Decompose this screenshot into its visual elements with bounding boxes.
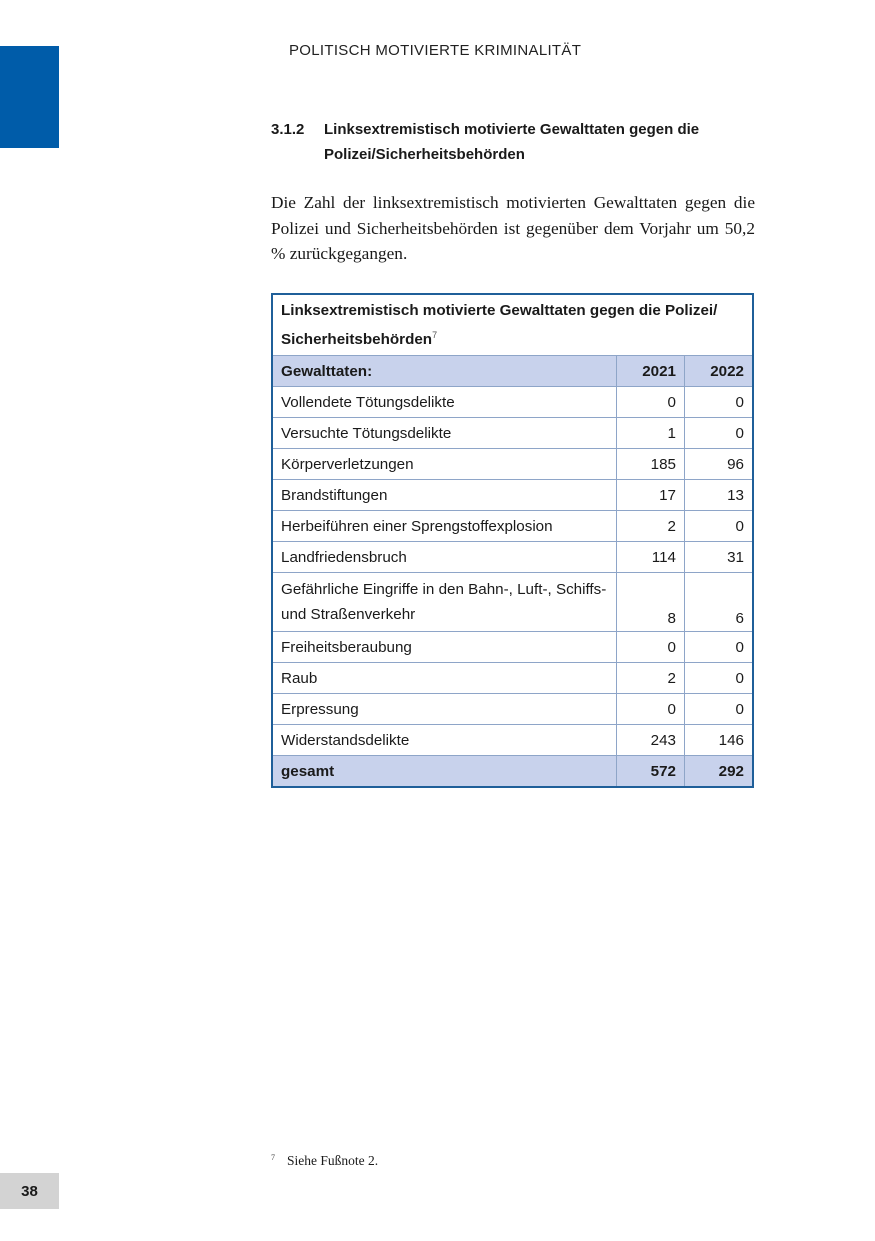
value-2022: 31 <box>685 542 754 573</box>
value-2021: 0 <box>617 632 685 663</box>
value-2021: 8 <box>617 573 685 632</box>
table-row <box>272 663 753 694</box>
value-2022: 0 <box>685 632 754 663</box>
value-2022: 0 <box>685 511 754 542</box>
value-2021: 17 <box>617 480 685 511</box>
total-2022: 292 <box>685 756 754 788</box>
value-2022: 0 <box>685 387 754 418</box>
row-label: Raub <box>272 663 617 694</box>
column-header-category: Gewalttaten: <box>272 356 617 387</box>
table-row <box>272 511 753 542</box>
row-label: Gefährliche Eingriffe in den Bahn-, Luft-, Schiffs- und Straßenverkehr <box>272 573 617 632</box>
statistics-table <box>271 293 754 788</box>
row-label: Brandstiftungen <box>272 480 617 511</box>
footnote-mark: 7 <box>271 1153 275 1162</box>
value-2022: 146 <box>685 725 754 756</box>
value-2022: 0 <box>685 418 754 449</box>
table-row <box>272 694 753 725</box>
total-label: gesamt <box>272 756 617 788</box>
row-label: Landfriedensbruch <box>272 542 617 573</box>
running-head: POLITISCH MOTIVIERTE KRIMINALITÄT <box>289 42 582 59</box>
total-2021: 572 <box>617 756 685 788</box>
value-2022: 0 <box>685 694 754 725</box>
table-header-row <box>272 356 753 387</box>
row-label: Vollendete Tötungsdelikte <box>272 387 617 418</box>
table-caption: Linksextremistisch motivierte Gewalttaten gegen die Polizei/ Sicherheitsbehörden$^7$ <box>272 294 753 356</box>
table-row <box>272 573 753 632</box>
value-2022: 96 <box>685 449 754 480</box>
value-2021: 0 <box>617 387 685 418</box>
value-2021: 2 <box>617 511 685 542</box>
value-2021: 243 <box>617 725 685 756</box>
table-row <box>272 418 753 449</box>
page-number: 38 <box>0 1173 59 1209</box>
value-2022: 13 <box>685 480 754 511</box>
footnote <box>271 1153 378 1169</box>
table-row <box>272 725 753 756</box>
table-row <box>272 449 753 480</box>
row-label: Freiheitsberaubung <box>272 632 617 663</box>
table-row <box>272 542 753 573</box>
footnote-reference[interactable]: 7 <box>432 330 438 340</box>
section-number: 3.1.2 <box>271 121 305 138</box>
row-label: Körperverletzungen <box>272 449 617 480</box>
column-header-2021: 2021 <box>617 356 685 387</box>
row-label: Widerstandsdelikte <box>272 725 617 756</box>
value-2021: 1 <box>617 418 685 449</box>
footnote-text: Siehe Fußnote 2. <box>287 1153 379 1168</box>
section-title: Linksextremistisch motivierte Gewalttaten gegen die Polizei/Sicherheitsbehörden <box>324 121 700 163</box>
table-row <box>272 480 753 511</box>
row-label: Versuchte Tötungsdelikte <box>272 418 617 449</box>
value-2021: 185 <box>617 449 685 480</box>
table-row <box>272 632 753 663</box>
value-2022: 0 <box>685 663 754 694</box>
row-label: Herbeiführen einer Sprengstoffexplosion <box>272 511 617 542</box>
table-row <box>272 387 753 418</box>
intro-paragraph: Die Zahl der linksextremistisch motivierten Gewalttaten gegen die Polizei und Sicherheitsbehörden ist gegenüber dem Vorjahr um 50,2 % zurückgegangen. <box>271 193 755 263</box>
column-header-2022: 2022 <box>685 356 754 387</box>
table-total-row <box>272 756 753 788</box>
value-2021: 114 <box>617 542 685 573</box>
section-heading <box>271 117 761 167</box>
value-2022: 6 <box>685 573 754 632</box>
value-2021: 0 <box>617 694 685 725</box>
row-label: Erpressung <box>272 694 617 725</box>
value-2021: 2 <box>617 663 685 694</box>
chapter-color-tab <box>0 46 59 148</box>
